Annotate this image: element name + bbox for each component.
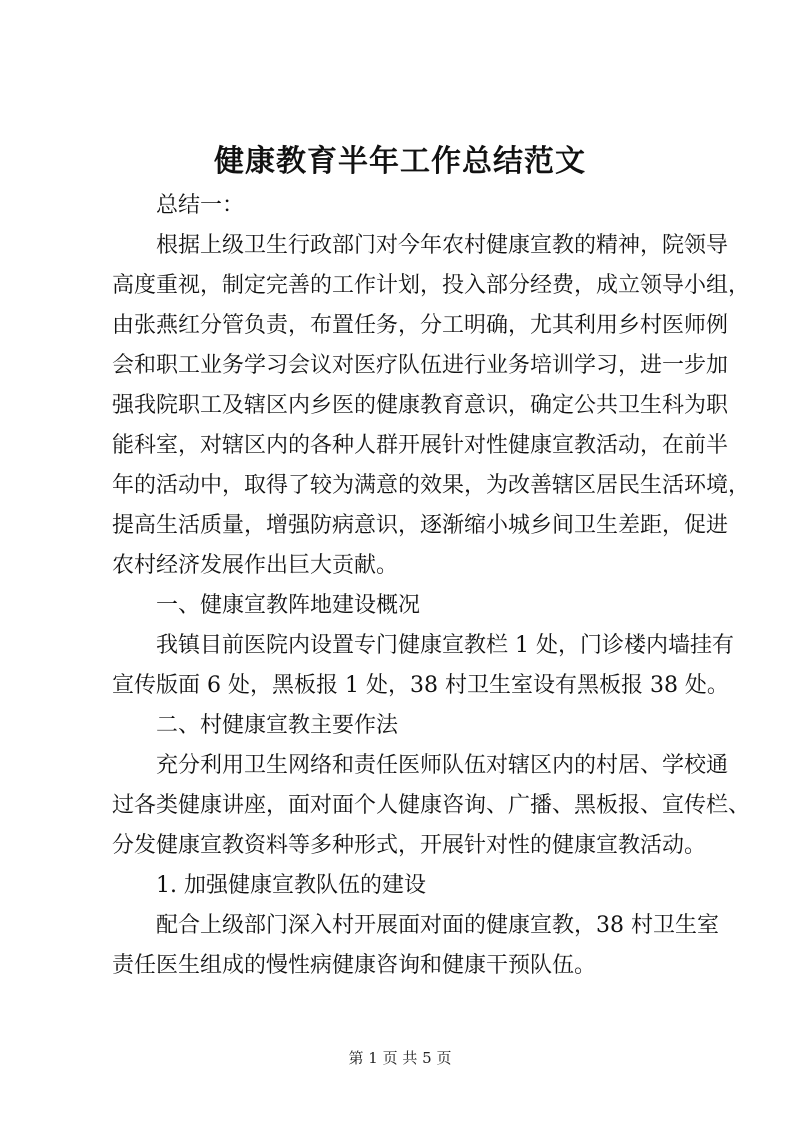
paragraph-line: 我镇目前医院内设置专门健康宣教栏 1 处，门诊楼内墙挂有	[156, 633, 734, 658]
paragraph-line: 宣传版面 6 处，黑板报 1 处，38 村卫生室设有黑板报 38 处。	[112, 673, 729, 698]
paragraph-line: 由张燕红分管负责，布置任务，分工明确，尤其利用乡村医师例	[112, 313, 729, 338]
paragraph-line: 农村经济发展作出巨大贡献。	[112, 553, 399, 578]
section-label: 总结一：	[156, 193, 245, 218]
document-body	[112, 186, 751, 986]
paragraph-line: 分发健康宣教资料等多种形式，开展针对性的健康宣教活动。	[112, 833, 707, 858]
paragraph-line: 能科室，对辖区内的各种人群开展针对性健康宣教活动，在前半	[112, 433, 729, 458]
paragraph-line: 责任医生组成的慢性病健康咨询和健康干预队伍。	[112, 953, 597, 978]
paragraph-line: 提高生活质量，增强防病意识，逐渐缩小城乡间卫生差距，促进	[112, 513, 729, 538]
paragraph-line: 过各类健康讲座，面对面个人健康咨询、广播、黑板报、宣传栏、	[112, 793, 751, 818]
paragraph-line: 年的活动中，取得了较为满意的效果，为改善辖区居民生活环境，	[112, 473, 751, 498]
paragraph-line: 高度重视，制定完善的工作计划，投入部分经费，成立领导小组，	[112, 273, 751, 298]
paragraph-line: 配合上级部门深入村开展面对面的健康宣教，38 村卫生室	[156, 913, 719, 938]
page-number-footer: 第 1 页 共 5 页	[348, 1049, 452, 1067]
paragraph-line: 强我院职工及辖区内乡医的健康教育意识，确定公共卫生科为职	[112, 393, 729, 418]
section-heading: 二、村健康宣教主要作法	[156, 713, 399, 738]
paragraph-line: 充分利用卫生网络和责任医师队伍对辖区内的村居、学校通	[156, 753, 729, 778]
section-heading: 一、健康宣教阵地建设概况	[156, 593, 421, 618]
paragraph-line: 根据上级卫生行政部门对今年农村健康宣教的精神，院领导	[156, 233, 729, 258]
subsection-heading: 1. 加强健康宣教队伍的建设	[156, 873, 426, 898]
document-title: 健康教育半年工作总结范文	[214, 144, 586, 179]
paragraph-line: 会和职工业务学习会议对医疗队伍进行业务培训学习，进一步加	[112, 353, 729, 378]
